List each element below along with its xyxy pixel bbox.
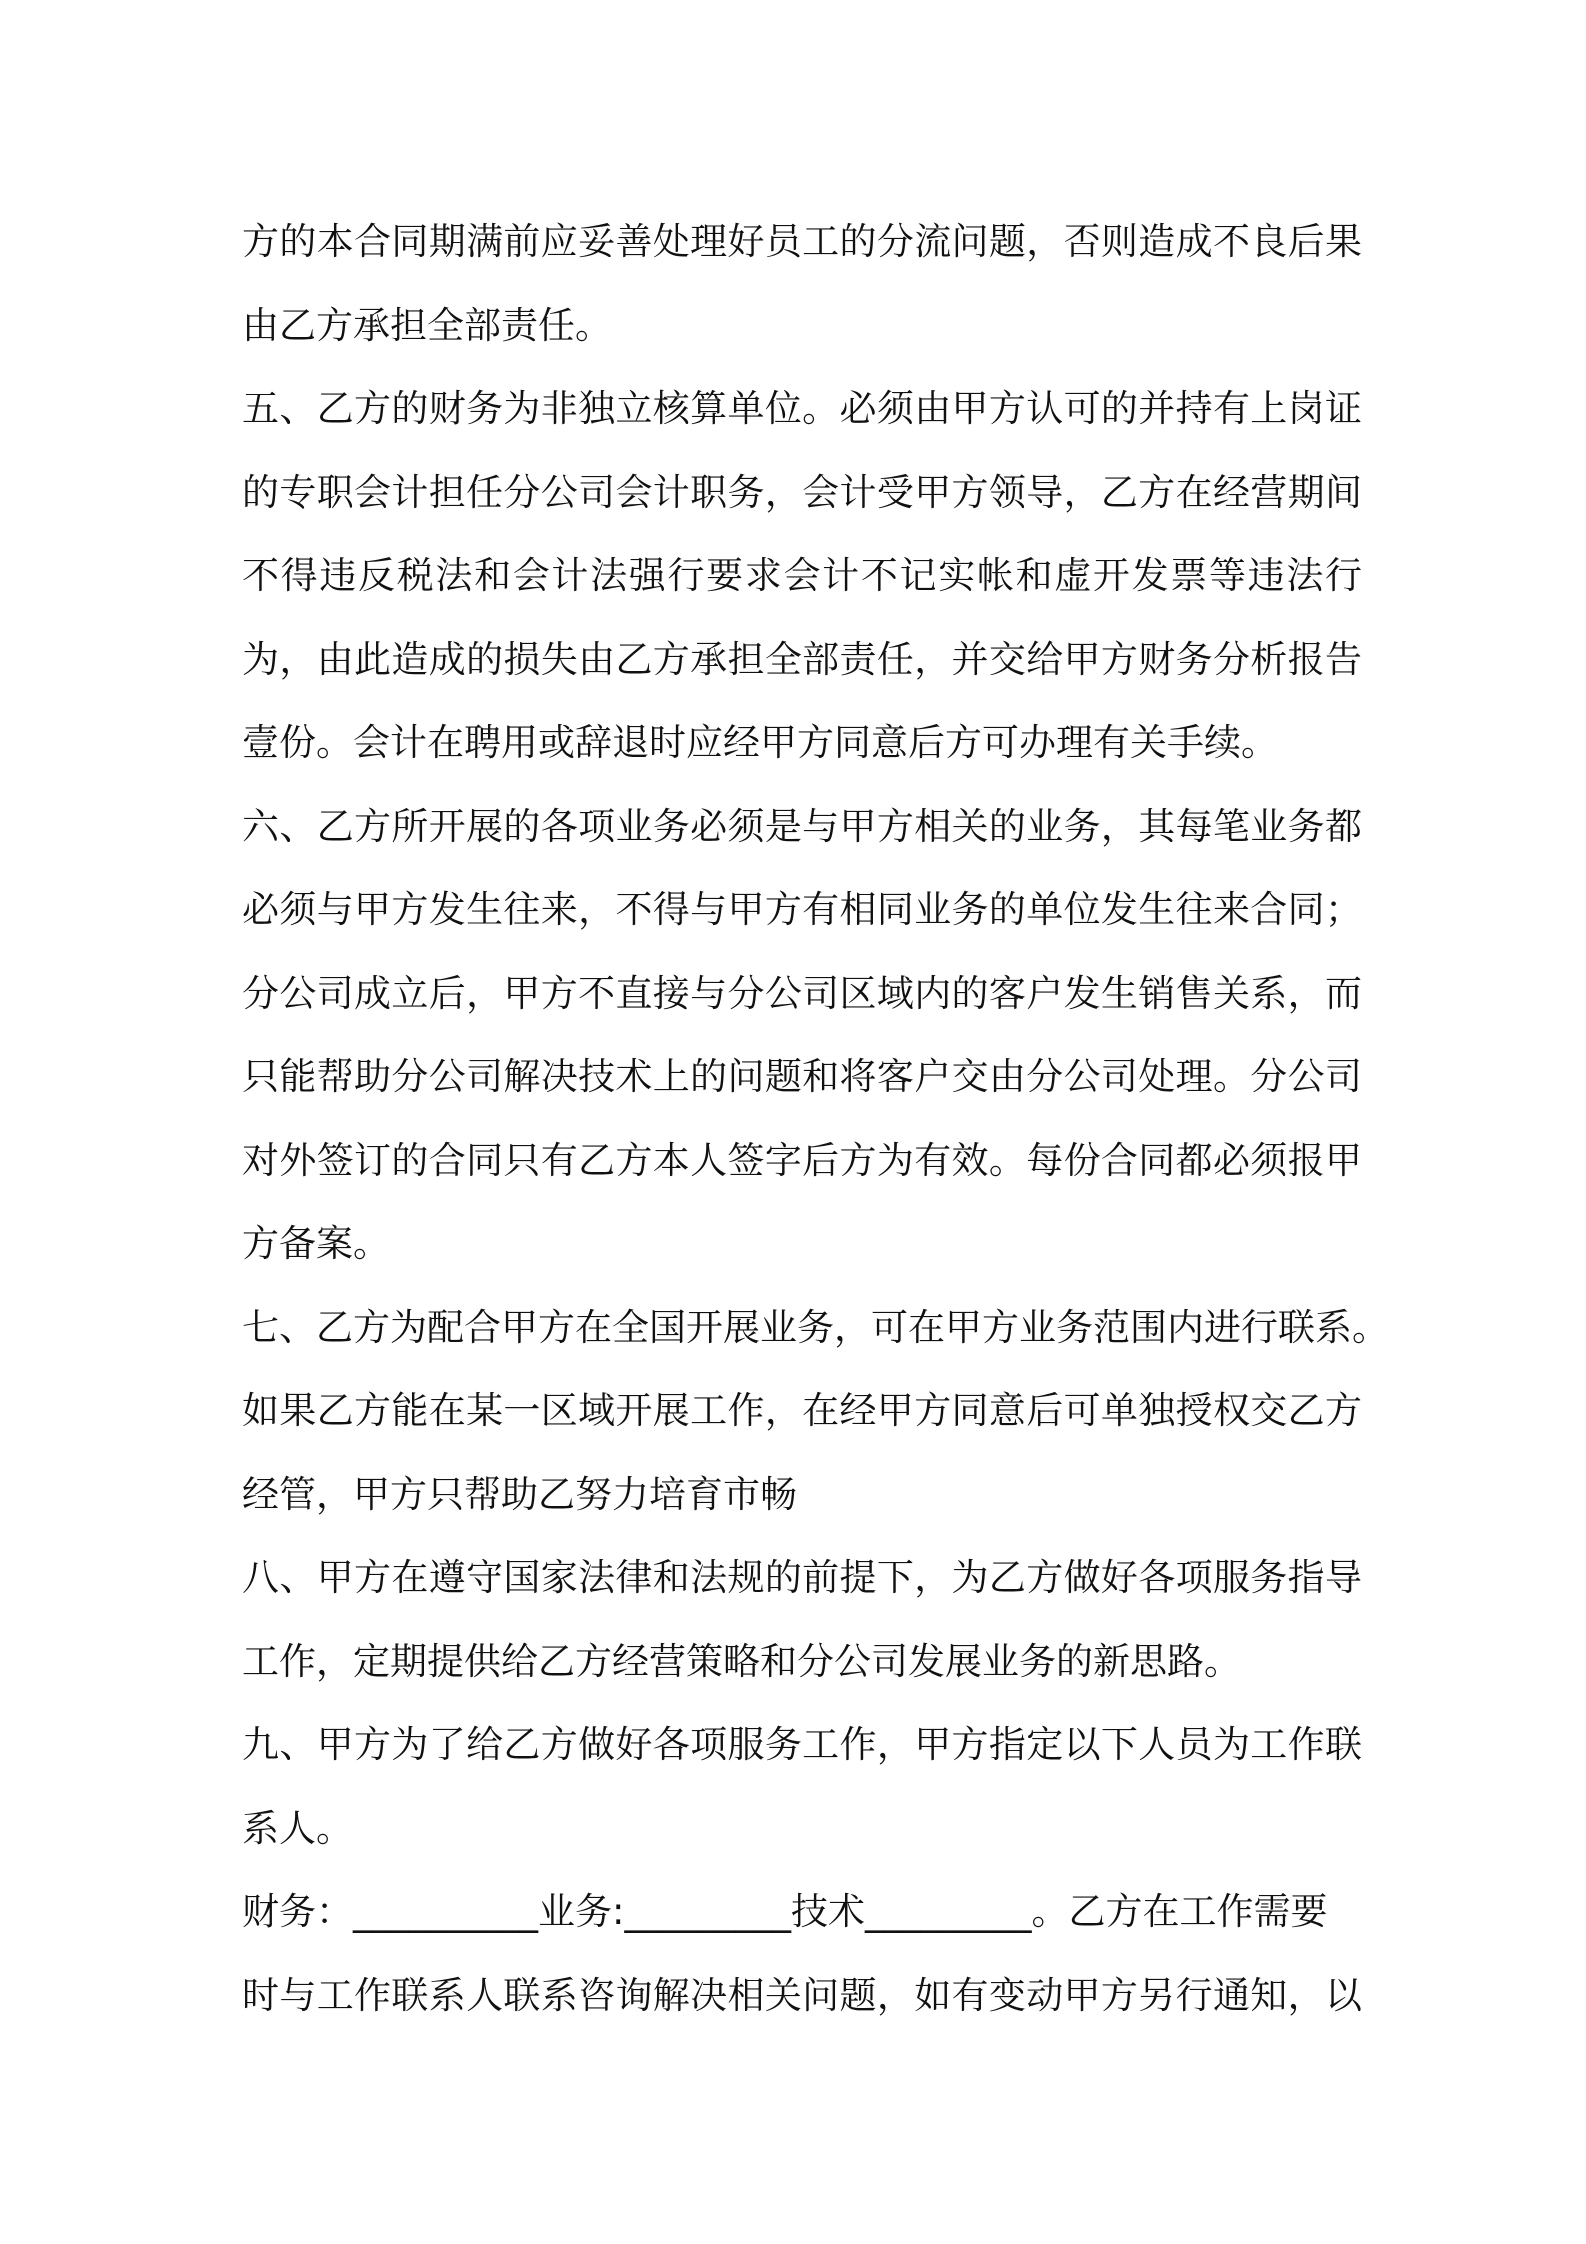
text-line-1: 方的本合同期满前应妥善处理好员工的分流问题，否则造成不良后果 (242, 220, 1362, 263)
text-line-17: 八、甲方在遵守国家法律和法规的前提下，为乙方做好各项服务指导 (242, 1556, 1362, 1599)
text-line-15: 如果乙方能在某一区域开展工作，在经甲方同意后可单独授权交乙方 (242, 1389, 1362, 1432)
text-line-5: 不得违反税法和会计法强行要求会计不记实帐和虚开发票等违法行 (242, 554, 1362, 597)
text-line-12: 对外签订的合同只有乙方本人签字后方为有效。每份合同都必须报甲 (242, 1138, 1362, 1182)
text-line-6: 为，由此造成的损失由乙方承担全部责任，并交给甲方财务分析报告 (242, 637, 1362, 681)
text-line-20: 系人。 (242, 1806, 353, 1850)
text-line-9: 必须与甲方发生往来，不得与甲方有相同业务的单位发生往来合同； (242, 888, 1362, 931)
text-line-22: 时与工作联系人联系咨询解决相关问题，如有变动甲方另行通知，以 (242, 1973, 1362, 2017)
text-line-10: 分公司成立后，甲方不直接与分公司区域内的客户发生销售关系，而 (242, 971, 1362, 1015)
text-line-3: 五、乙方的财务为非独立核算单位。必须由甲方认可的并持有上岗证 (242, 387, 1362, 430)
text-line-14: 七、乙方为配合甲方在全国开展业务，可在甲方业务范围内进行联系。 (242, 1305, 1389, 1349)
text-line-18: 工作，定期提供给乙方经营策略和分公司发展业务的新思路。 (242, 1639, 1241, 1683)
text-line-2: 由乙方承担全部责任。 (242, 303, 612, 347)
text-line-19: 九、甲方为了给乙方做好各项服务工作，甲方指定以下人员为工作联 (242, 1723, 1362, 1766)
text-line-16: 经管，甲方只帮助乙努力培育市畅 (242, 1472, 797, 1516)
text-line-21: 财务：__________业务:_________技术_________。乙方在工作需要 (242, 1890, 1328, 1933)
text-line-8: 六、乙方所开展的各项业务必须是与甲方相关的业务，其每笔业务都 (242, 804, 1362, 848)
text-line-4: 的专职会计担任分公司会计职务，会计受甲方领导，乙方在经营期间 (242, 470, 1362, 514)
contract-text-body (242, 200, 1389, 2037)
text-line-7: 壹份。会计在聘用或辞退时应经甲方同意后方可办理有关手续。 (242, 721, 1278, 764)
text-line-13: 方备案。 (242, 1222, 390, 1265)
text-line-11: 只能帮助分公司解决技术上的问题和将客户交由分公司处理。分公司 (242, 1055, 1362, 1098)
